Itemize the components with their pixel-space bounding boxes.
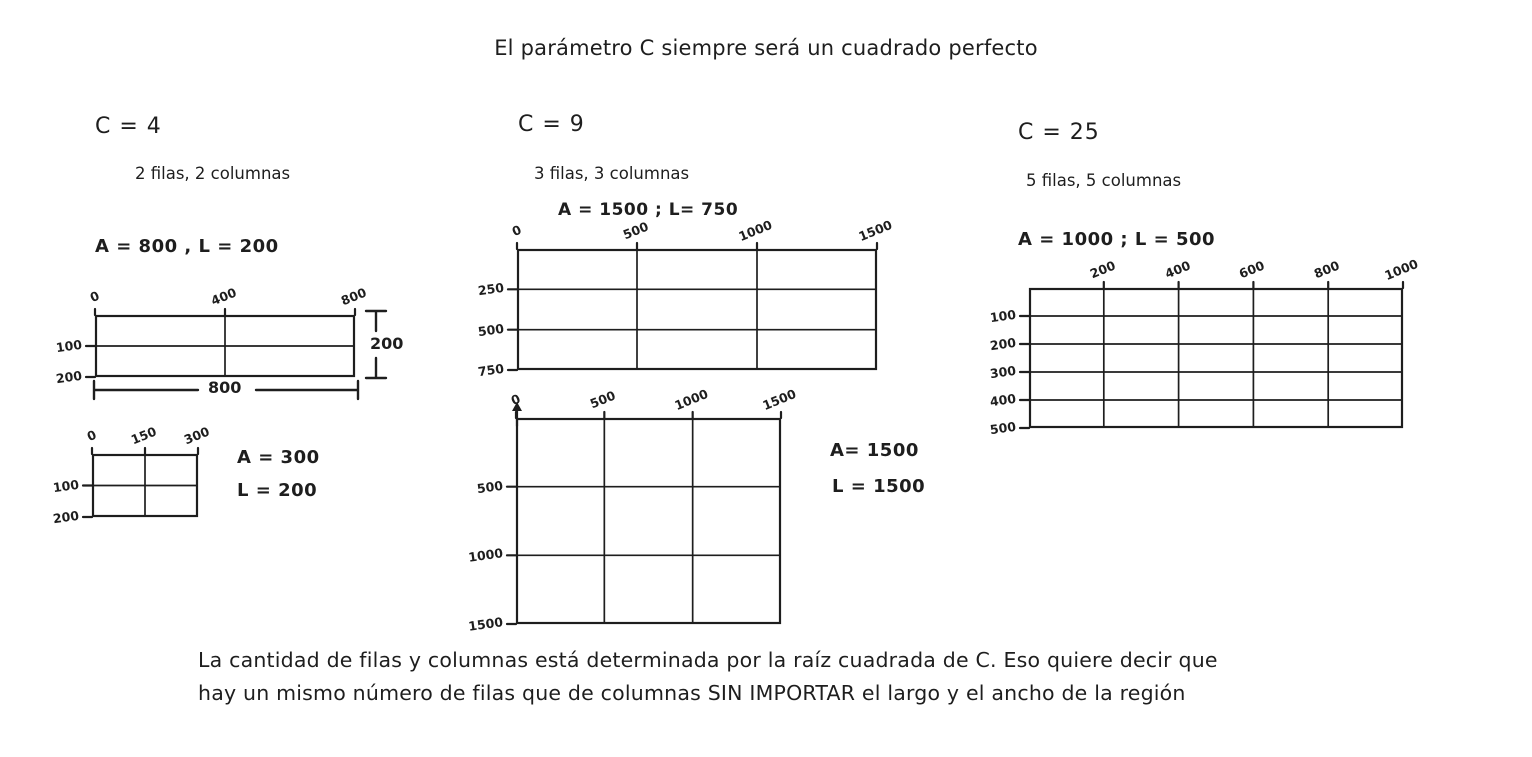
y-tick-label: 1500 bbox=[467, 614, 504, 634]
c25-heading: C = 25 bbox=[1018, 120, 1100, 145]
x-tick-label: 400 bbox=[1162, 257, 1193, 282]
c4-width-label: 800 bbox=[208, 378, 242, 397]
y-tick-label: 300 bbox=[988, 362, 1017, 382]
x-tick-label: 0 bbox=[508, 390, 523, 409]
x-tick-label: 1500 bbox=[856, 217, 895, 244]
y-tick-label: 500 bbox=[988, 418, 1017, 438]
c4-width-dimension bbox=[90, 377, 362, 403]
y-tick-label: 1000 bbox=[467, 545, 504, 566]
c9-params: A = 1500 ; L= 750 bbox=[558, 200, 739, 220]
y-tick-label: 100 bbox=[51, 476, 80, 495]
grid-lines bbox=[95, 315, 355, 377]
footer-line-1: La cantidad de filas y columnas está determinada por la raíz cuadrada de C. Eso quiere decir que bbox=[198, 648, 1218, 672]
x-tick-label: 200 bbox=[1087, 257, 1118, 282]
x-tick-label: 0 bbox=[84, 426, 99, 445]
footer-line-2: hay un mismo número de filas que de columnas SIN IMPORTAR el largo y el ancho de la región bbox=[198, 681, 1186, 705]
y-tick-label: 100 bbox=[54, 336, 83, 356]
c9-wide-grid bbox=[476, 217, 895, 380]
x-tick-label: 500 bbox=[620, 218, 651, 243]
c4-heading: C = 4 bbox=[95, 114, 162, 139]
c9-square-length-label: L = 1500 bbox=[832, 476, 926, 497]
c9-subheading: 3 filas, 3 columnas bbox=[534, 164, 690, 183]
y-tick-label: 500 bbox=[475, 477, 504, 496]
c25-subheading: 5 filas, 5 columnas bbox=[1026, 171, 1182, 190]
y-tick-label: 400 bbox=[988, 390, 1017, 410]
c9-square-area-label: A= 1500 bbox=[830, 440, 919, 461]
x-tick-label: 0 bbox=[509, 221, 524, 240]
c9-heading: C = 9 bbox=[518, 112, 585, 137]
c4-subheading: 2 filas, 2 columnas bbox=[135, 164, 291, 183]
y-tick-label: 200 bbox=[54, 367, 83, 387]
c25-params: A = 1000 ; L = 500 bbox=[1018, 229, 1216, 250]
x-tick-label: 300 bbox=[181, 423, 212, 448]
c4-small-area-label: A = 300 bbox=[237, 447, 320, 468]
c25-grid bbox=[988, 256, 1421, 438]
x-tick-label: 0 bbox=[87, 287, 102, 306]
c4-main-grid bbox=[54, 284, 369, 387]
x-tick-label: 400 bbox=[208, 284, 239, 309]
x-tick-label: 1500 bbox=[760, 386, 799, 413]
y-tick-label: 100 bbox=[988, 306, 1017, 326]
x-tick-label: 1000 bbox=[736, 217, 775, 244]
c4-params: A = 800 , L = 200 bbox=[95, 236, 279, 257]
c4-height-label: 200 bbox=[370, 334, 404, 353]
c4-small-length-label: L = 200 bbox=[237, 480, 318, 501]
c4-height-dimension bbox=[358, 306, 404, 384]
x-tick-label: 800 bbox=[338, 284, 369, 309]
footer-note bbox=[198, 644, 1218, 710]
y-tick-label: 500 bbox=[476, 320, 505, 339]
c4-small-grid bbox=[51, 423, 212, 527]
grid-lines bbox=[92, 454, 198, 517]
grid-lines bbox=[1029, 288, 1403, 428]
x-tick-label: 600 bbox=[1237, 257, 1267, 282]
grid-lines bbox=[517, 249, 877, 370]
x-tick-label: 1000 bbox=[1382, 256, 1421, 283]
y-tick-label: 200 bbox=[988, 334, 1017, 354]
x-tick-label: 1000 bbox=[671, 386, 710, 413]
c9-square-grid bbox=[467, 386, 799, 634]
x-tick-label: 500 bbox=[588, 387, 618, 412]
grid-lines bbox=[516, 418, 781, 624]
x-tick-label: 150 bbox=[128, 423, 159, 448]
y-tick-label: 200 bbox=[51, 507, 80, 527]
page-title: El parámetro C siempre será un cuadrado perfecto bbox=[494, 36, 1038, 60]
y-tick-label: 750 bbox=[476, 360, 505, 380]
y-tick-label: 250 bbox=[476, 280, 505, 299]
x-tick-label: 800 bbox=[1311, 257, 1342, 282]
